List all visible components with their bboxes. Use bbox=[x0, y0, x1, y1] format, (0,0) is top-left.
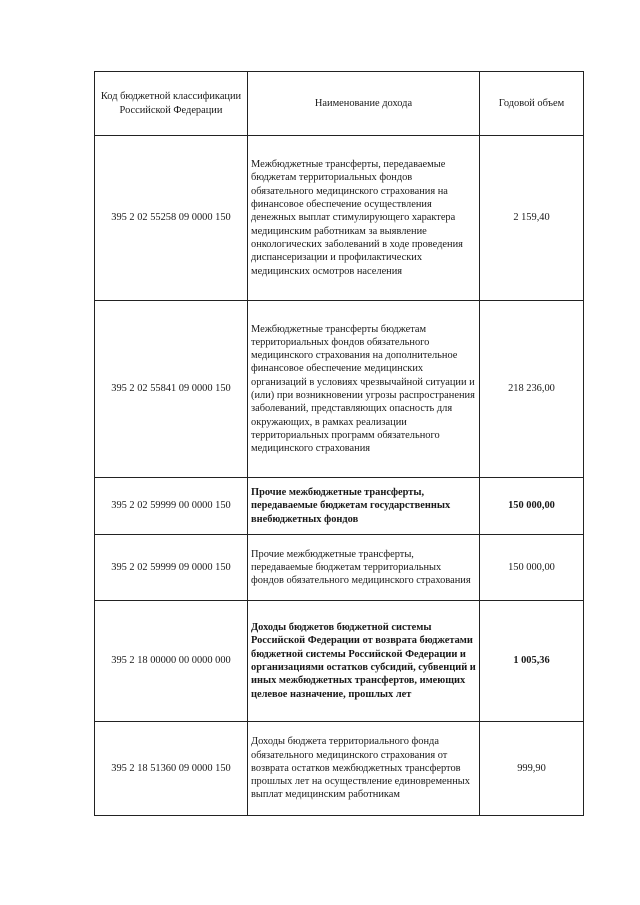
table-row bbox=[95, 478, 584, 535]
row-name: Межбюджетные трансферты бюджетам территориальных фондов обязательного медицинского страхования на дополнительное финансовое обеспечение медицинских организаций в условиях чрезвычайной ситуации и (или) при возникновении угрозы распространения заболеваний, представляющих опасность для окружающих, в рамках реализации территориальных программ обязательного медицинского страхования bbox=[248, 301, 480, 478]
table-row bbox=[95, 301, 584, 478]
row-volume: 2 159,40 bbox=[480, 136, 584, 301]
table-row bbox=[95, 601, 584, 722]
row-name: Доходы бюджета территориального фонда обязательного медицинского страхования от возврата остатков межбюджетных трансфертов прошлых лет на осуществление единовременных выплат медицинским работникам bbox=[248, 722, 480, 816]
row-code: 395 2 18 00000 00 0000 000 bbox=[95, 601, 248, 722]
row-code: 395 2 18 51360 09 0000 150 bbox=[95, 722, 248, 816]
header-code: Код бюджетной классификации Российской Федерации bbox=[95, 72, 248, 136]
row-code: 395 2 02 59999 00 0000 150 bbox=[95, 478, 248, 535]
row-name: Прочие межбюджетные трансферты, передаваемые бюджетам территориальных фондов обязательного медицинского страхования bbox=[248, 535, 480, 601]
row-volume: 999,90 bbox=[480, 722, 584, 816]
row-volume: 150 000,00 bbox=[480, 478, 584, 535]
income-table bbox=[94, 71, 584, 816]
header-name: Наименование дохода bbox=[248, 72, 480, 136]
row-name: Прочие межбюджетные трансферты, передаваемые бюджетам государственных внебюджетных фондов bbox=[248, 478, 480, 535]
table-row bbox=[95, 722, 584, 816]
row-volume: 150 000,00 bbox=[480, 535, 584, 601]
row-name: Межбюджетные трансферты, передаваемые бюджетам территориальных фондов обязательного медицинского страхования на финансовое обеспечение осуществления денежных выплат стимулирующего характера медицинским работникам за выявление онкологических заболеваний в ходе проведения диспансеризации и профилактических медицинских осмотров населения bbox=[248, 136, 480, 301]
header-volume: Годовой объем bbox=[480, 72, 584, 136]
table-header-row bbox=[95, 72, 584, 136]
table-row bbox=[95, 535, 584, 601]
row-volume: 218 236,00 bbox=[480, 301, 584, 478]
row-code: 395 2 02 59999 09 0000 150 bbox=[95, 535, 248, 601]
row-code: 395 2 02 55258 09 0000 150 bbox=[95, 136, 248, 301]
row-code: 395 2 02 55841 09 0000 150 bbox=[95, 301, 248, 478]
row-volume: 1 005,36 bbox=[480, 601, 584, 722]
table-row bbox=[95, 136, 584, 301]
row-name: Доходы бюджетов бюджетной системы Российской Федерации от возврата бюджетами бюджетной системы Российской Федерации и организациями остатков субсидий, субвенций и иных межбюджетных трансфертов, имеющих целевое назначение, прошлых лет bbox=[248, 601, 480, 722]
